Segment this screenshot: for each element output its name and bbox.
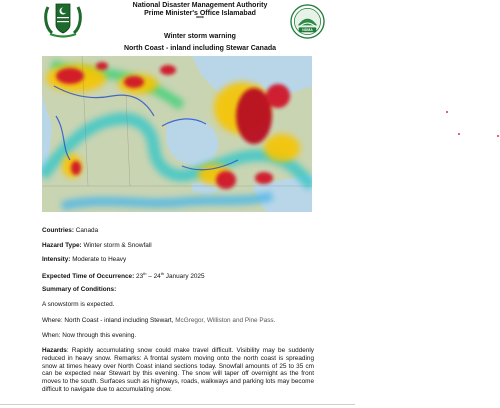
when-line: When: Now through this evening. [42, 332, 137, 339]
where-rest: McGregor, Williston and Pine Pass. [173, 317, 276, 324]
hazards-label: Hazards [42, 347, 67, 354]
countries-label: Countries: [42, 227, 74, 234]
time-day-1: 23 [136, 273, 144, 281]
org-name: National Disaster Management Authority [132, 2, 268, 9]
intensity-value: Moderate to Heavy [72, 256, 127, 263]
office-name: Prime Minister's Office Islamabad [144, 10, 256, 17]
hazard-type-label: Hazard Type: [42, 242, 82, 249]
header-stars: **** [196, 16, 204, 22]
hazards-paragraph [42, 347, 314, 394]
hazards-text: : Rapidly accumulating snow could make travel difficult. Visibility may be suddenly reduced in heavy snow. Remarks: A frontal system moving onto the north coast is spreading snow at times heavy over North Coast inland sections today. Snowfall amounts of 25 to 35 cm can be expected near Stewart by this evening. The snow will taper off overnight as the front moves to the south. Surfaces such as highways, roads, walkways and parking lots may become difficult to navigate due to accumulating snow. [42, 347, 314, 394]
intensity-line [42, 257, 126, 263]
time-separator: – [146, 273, 154, 281]
summary-heading [42, 287, 116, 293]
time-month-year: January 2025 [164, 273, 205, 281]
time-suffix-1: th [143, 271, 147, 276]
time-line [42, 272, 205, 281]
time-day-2: 24 [153, 273, 161, 281]
countries-line [42, 228, 98, 234]
summary-heading-text: Summary of Conditions: [42, 286, 117, 293]
hazard-type-value: Winter storm & Snowfall [83, 242, 152, 249]
red-dot [458, 133, 460, 135]
warning-title: Winter storm warning [164, 33, 236, 40]
time-label: Expected Time of Occurrence: [42, 273, 135, 281]
red-dot [497, 135, 499, 137]
svg-text:NDMA: NDMA [302, 28, 313, 33]
region-title: North Coast - inland including Stewar Canada [123, 45, 277, 52]
summary-line-1: A snowstorm is expected. [42, 301, 115, 308]
where-line [42, 318, 275, 324]
pakistan-emblem-icon [42, 1, 84, 39]
countries-value: Canada [75, 227, 99, 234]
snowfall-heatmap-map [42, 56, 312, 212]
time-suffix-2: th [160, 271, 165, 276]
where-text: Where: North Coast - inland including Stewart, [42, 317, 174, 324]
hazard-type-line [42, 243, 152, 249]
page-divider [0, 404, 355, 405]
red-dot [446, 111, 448, 113]
intensity-label: Intensity: [42, 256, 71, 263]
